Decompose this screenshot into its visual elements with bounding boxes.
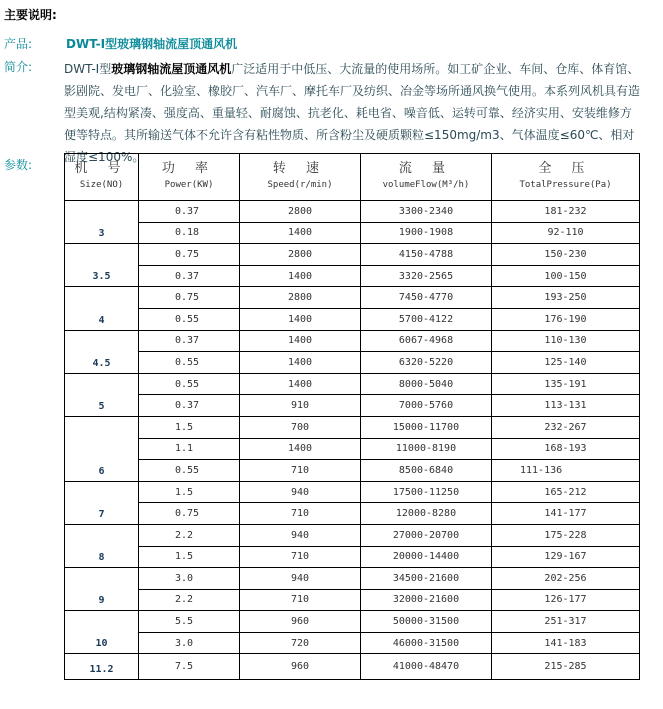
pressure-cell: 176-190 xyxy=(492,308,640,330)
speed-cell: 720 xyxy=(240,632,361,654)
column-header xyxy=(492,154,640,201)
table-row xyxy=(65,265,640,287)
power-cell: 0.37 xyxy=(139,265,240,287)
flow-cell: 7000-5760 xyxy=(361,395,492,417)
table-header-row xyxy=(65,154,640,201)
speed-cell: 940 xyxy=(240,481,361,503)
pressure-cell: 150-230 xyxy=(492,244,640,266)
power-cell: 0.75 xyxy=(139,503,240,525)
params-label: 参数: xyxy=(4,158,33,172)
size-cell: 7 xyxy=(65,481,139,524)
pressure-cell: 181-232 xyxy=(492,201,640,223)
table-row xyxy=(65,330,640,352)
flow-cell: 5700-4122 xyxy=(361,308,492,330)
speed-cell: 710 xyxy=(240,546,361,568)
speed-cell: 1400 xyxy=(240,438,361,460)
speed-cell: 960 xyxy=(240,654,361,680)
speed-cell: 1400 xyxy=(240,352,361,374)
speed-cell: 1400 xyxy=(240,308,361,330)
power-cell: 3.0 xyxy=(139,568,240,590)
flow-cell: 12000-8280 xyxy=(361,503,492,525)
table-row xyxy=(65,201,640,223)
column-header-en: Power(KW) xyxy=(164,180,214,190)
table-row xyxy=(65,568,640,590)
table-row xyxy=(65,352,640,374)
table-row xyxy=(65,481,640,503)
pressure-cell: 232-267 xyxy=(492,416,640,438)
table-row xyxy=(65,654,640,680)
power-cell: 0.75 xyxy=(139,244,240,266)
column-header-en: TotalPressure(Pa) xyxy=(519,180,612,190)
pressure-cell: 168-193 xyxy=(492,438,640,460)
power-cell: 0.75 xyxy=(139,287,240,309)
flow-cell: 3300-2340 xyxy=(361,201,492,223)
table-row xyxy=(65,222,640,244)
power-cell: 5.5 xyxy=(139,611,240,633)
size-cell: 4 xyxy=(65,287,139,330)
intro-label: 简介: xyxy=(4,60,33,74)
table-row xyxy=(65,524,640,546)
pressure-cell: 141-177 xyxy=(492,503,640,525)
table-body xyxy=(65,201,640,680)
flow-cell: 17500-11250 xyxy=(361,481,492,503)
size-cell: 4.5 xyxy=(65,330,139,373)
flow-cell: 20000-14400 xyxy=(361,546,492,568)
table-row xyxy=(65,503,640,525)
column-header-cn: 机 号 xyxy=(74,161,129,176)
table-row xyxy=(65,589,640,611)
speed-cell: 940 xyxy=(240,568,361,590)
size-cell: 6 xyxy=(65,416,139,481)
speed-cell: 1400 xyxy=(240,222,361,244)
flow-cell: 7450-4770 xyxy=(361,287,492,309)
flow-cell: 8500-6840 xyxy=(361,460,492,482)
flow-cell: 46000-31500 xyxy=(361,632,492,654)
pressure-cell: 111-136 xyxy=(492,460,640,482)
column-header-en: Speed(r/min) xyxy=(267,180,333,190)
product-label: 产品: xyxy=(4,37,33,51)
table-row xyxy=(65,546,640,568)
power-cell: 0.37 xyxy=(139,395,240,417)
power-cell: 0.18 xyxy=(139,222,240,244)
flow-cell: 8000-5040 xyxy=(361,373,492,395)
speed-cell: 2800 xyxy=(240,201,361,223)
column-header xyxy=(139,154,240,201)
speed-cell: 2800 xyxy=(240,244,361,266)
power-cell: 0.55 xyxy=(139,352,240,374)
intro-body: 广泛适用于中低压、大流量的使用场所。如工矿企业、车间、仓库、体育馆、影剧院、发电厂、化验室、橡胶厂、汽车厂、摩托车厂及纺织、冶金等场所通风换气使用。本系列风机具有造型美观,结构紧凑、强度高、重量轻、耐腐蚀、抗老化、耗电省、噪音低、运转可靠、经济实用、安装维修方便等特点。其所输送气体不允许含有粘性物质、所含粉尘及硬质颗粒≤150mg/m3、气体温度≤60℃、相对湿度≤100%。 xyxy=(64,62,641,164)
speed-cell: 1400 xyxy=(240,373,361,395)
column-header xyxy=(361,154,492,201)
power-cell: 2.2 xyxy=(139,589,240,611)
column-header-cn: 功 率 xyxy=(161,161,217,176)
power-cell: 2.2 xyxy=(139,524,240,546)
power-cell: 0.55 xyxy=(139,308,240,330)
table-row xyxy=(65,244,640,266)
size-cell: 3 xyxy=(65,201,139,244)
flow-cell: 4150-4788 xyxy=(361,244,492,266)
power-cell: 1.1 xyxy=(139,438,240,460)
pressure-cell: 126-177 xyxy=(492,589,640,611)
size-cell: 5 xyxy=(65,373,139,416)
power-cell: 0.37 xyxy=(139,201,240,223)
flow-cell: 6320-5220 xyxy=(361,352,492,374)
power-cell: 1.5 xyxy=(139,546,240,568)
flow-cell: 41000-48470 xyxy=(361,654,492,680)
flow-cell: 27000-20700 xyxy=(361,524,492,546)
intro-product-bold: 玻璃钢轴流屋顶通风机 xyxy=(111,62,232,76)
pressure-cell: 110-130 xyxy=(492,330,640,352)
size-cell: 11.2 xyxy=(65,654,139,680)
intro-prefix: DWT-I型 xyxy=(64,62,112,76)
column-header-en: volumeFlow(M³/h) xyxy=(382,180,470,190)
flow-cell: 1900-1908 xyxy=(361,222,492,244)
table-row xyxy=(65,395,640,417)
intro-text xyxy=(64,58,642,168)
column-header-cn: 全 压 xyxy=(538,161,593,176)
table-row xyxy=(65,287,640,309)
flow-cell: 34500-21600 xyxy=(361,568,492,590)
speed-cell: 1400 xyxy=(240,265,361,287)
flow-cell: 15000-11700 xyxy=(361,416,492,438)
pressure-cell: 113-131 xyxy=(492,395,640,417)
size-cell: 3.5 xyxy=(65,244,139,287)
power-cell: 0.55 xyxy=(139,460,240,482)
flow-cell: 32000-21600 xyxy=(361,589,492,611)
product-name: DWT-I型玻璃钢轴流屋顶通风机 xyxy=(66,37,238,51)
flow-cell: 11000-8190 xyxy=(361,438,492,460)
pressure-cell: 92-110 xyxy=(492,222,640,244)
column-header-en: Size(NO) xyxy=(79,180,124,190)
pressure-cell: 193-250 xyxy=(492,287,640,309)
power-cell: 7.5 xyxy=(139,654,240,680)
speed-cell: 910 xyxy=(240,395,361,417)
pressure-cell: 202-256 xyxy=(492,568,640,590)
pressure-cell: 251-317 xyxy=(492,611,640,633)
column-header-cn: 流 量 xyxy=(398,161,454,176)
power-cell: 1.5 xyxy=(139,416,240,438)
speed-cell: 700 xyxy=(240,416,361,438)
power-cell: 3.0 xyxy=(139,632,240,654)
speed-cell: 710 xyxy=(240,460,361,482)
power-cell: 0.55 xyxy=(139,373,240,395)
pressure-cell: 175-228 xyxy=(492,524,640,546)
table-row xyxy=(65,460,640,482)
params-table xyxy=(64,153,640,680)
page-title: 主要说明: xyxy=(4,8,57,22)
size-cell: 9 xyxy=(65,568,139,611)
power-cell: 0.37 xyxy=(139,330,240,352)
flow-cell: 6067-4968 xyxy=(361,330,492,352)
table-row xyxy=(65,438,640,460)
pressure-cell: 135-191 xyxy=(492,373,640,395)
speed-cell: 940 xyxy=(240,524,361,546)
pressure-cell: 165-212 xyxy=(492,481,640,503)
speed-cell: 710 xyxy=(240,589,361,611)
flow-cell: 50000-31500 xyxy=(361,611,492,633)
table-row xyxy=(65,308,640,330)
speed-cell: 710 xyxy=(240,503,361,525)
table-row xyxy=(65,373,640,395)
size-cell: 10 xyxy=(65,611,139,654)
power-cell: 1.5 xyxy=(139,481,240,503)
pressure-cell: 125-140 xyxy=(492,352,640,374)
speed-cell: 960 xyxy=(240,611,361,633)
pressure-cell: 100-150 xyxy=(492,265,640,287)
speed-cell: 2800 xyxy=(240,287,361,309)
size-cell: 8 xyxy=(65,524,139,567)
column-header-cn: 转 速 xyxy=(272,161,328,176)
pressure-cell: 215-285 xyxy=(492,654,640,680)
column-header xyxy=(240,154,361,201)
flow-cell: 3320-2565 xyxy=(361,265,492,287)
table-row xyxy=(65,416,640,438)
pressure-cell: 141-183 xyxy=(492,632,640,654)
table-row xyxy=(65,632,640,654)
pressure-cell: 129-167 xyxy=(492,546,640,568)
column-header xyxy=(65,154,139,201)
table-row xyxy=(65,611,640,633)
speed-cell: 1400 xyxy=(240,330,361,352)
